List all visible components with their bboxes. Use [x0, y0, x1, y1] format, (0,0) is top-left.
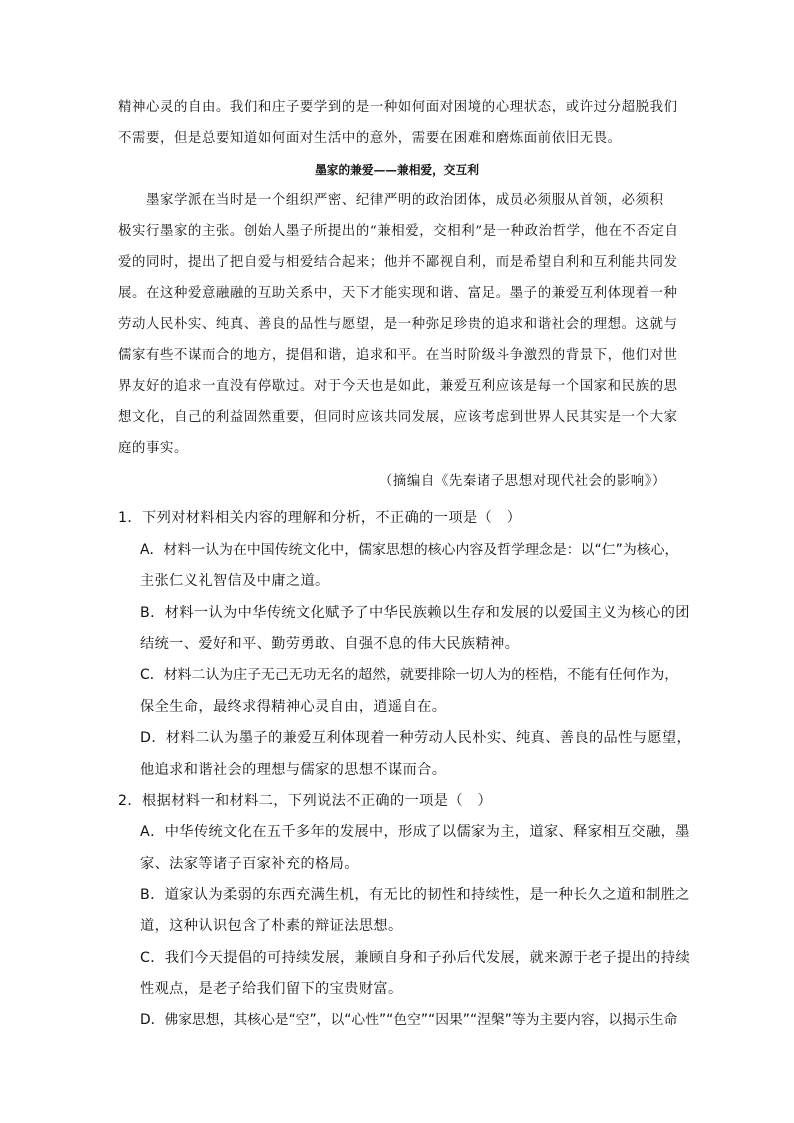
body-line: 界友好的追求一直没有停歇过。对于今天也是如此，兼爱互利应该是每一个国家和民族的思: [118, 379, 678, 394]
option-line: 家、法家等诸子百家补充的格局。: [140, 856, 359, 872]
option-line: B．材料一认为中华传统文化赋予了中华民族赖以生存和发展的以爱国主义为核心的团: [140, 605, 690, 621]
option-line: 性观点，是老子给我们留下的宝贵财富。: [140, 981, 403, 997]
option-line: C．材料二认为庄子无己无功无名的超然，就要排除一切人为的桎梏，不能有任何作为，: [140, 667, 679, 683]
body-line: 展。在这种爱意融融的互助关系中，天下才能实现和谐、富足。墨子的兼爱互利体现着一种: [118, 286, 678, 301]
option-line: C．我们今天提倡的可持续发展，兼顾自身和子孙后代发展，就来源于老子提出的持续: [140, 950, 691, 966]
body-line: 爱的同时，提出了把自爱与相爱结合起来；他并不鄙视自利，而是希望自利和互利能共同发: [118, 255, 678, 270]
option-line: D．材料二认为墨子的兼爱互利体现着一种劳动人民朴实、纯真、善良的品性与愿望，: [140, 730, 692, 746]
option-line: 结统一、爱好和平、勤劳勇敢、自强不息的伟大民族精神。: [140, 636, 520, 652]
body-line: 儒家有些不谋而合的地方，提倡和谐，追求和平。在当时阶级斗争激烈的背景下，他们对世: [118, 348, 678, 363]
body-line: 墨家学派在当时是一个组织严密、纪律严明的政治团体，成员必须服从首领，必须积: [146, 193, 664, 208]
option-line: B．道家认为柔弱的东西充满生机，有无比的韧性和持续性，是一种长久之道和制胜之: [140, 887, 690, 903]
body-line: 极实行墨家的主张。创始人墨子所提出的“兼相爱，交相利”是一种政治哲学，他在不否定自: [118, 224, 679, 239]
option-line: A．中华传统文化在五千多年的发展中，形成了以儒家为主，道家、释家相互交融，墨: [140, 824, 690, 840]
option-line: 道，这种认识包含了朴素的辩证法思想。: [140, 918, 403, 934]
intro-line: 不需要，但是总要知道如何面对生活中的意外，需要在困难和磨炼面前依旧无畏。: [118, 131, 622, 146]
option-line: D．佛家思想，其核心是“空”，以“心性”“色空”“因果”“涅槃”等为主要内容，以揭示生命: [140, 1012, 678, 1028]
option-line: 保全生命，最终求得精神心灵自由，逍遥自在。: [140, 699, 447, 715]
option-line: 他追求和谐社会的理想与儒家的思想不谋而合。: [140, 762, 447, 778]
question-stem: 1．下列对材料相关内容的理解和分析，不正确的一项是（ ）: [118, 510, 522, 526]
body-line: 想文化，自己的利益固然重要，但同时应该共同发展，应该考虑到世界人民其实是一个大家: [118, 410, 678, 425]
source-attribution: （摘编自《先秦诸子思想对现代社会的影响》）: [378, 474, 666, 489]
body-line: 庭的事实。: [118, 441, 188, 456]
option-line: A．材料一认为在中国传统文化中，儒家思想的核心内容及哲学理念是：以“仁”为核心，: [140, 542, 679, 558]
option-line: 主张仁义礼智信及中庸之道。: [140, 573, 330, 589]
section-title: 墨家的兼爱——兼相爱，交互利: [315, 163, 479, 177]
question-stem: 2．根据材料一和材料二，下列说法不正确的一项是（ ）: [118, 793, 493, 809]
intro-line: 精神心灵的自由。我们和庄子要学到的是一种如何面对困境的心理状态，或许过分超脱我们: [118, 100, 678, 115]
body-line: 劳动人民朴实、纯真、善良的品性与愿望，是一种弥足珍贵的追求和谐社会的理想。这就与: [118, 317, 678, 332]
